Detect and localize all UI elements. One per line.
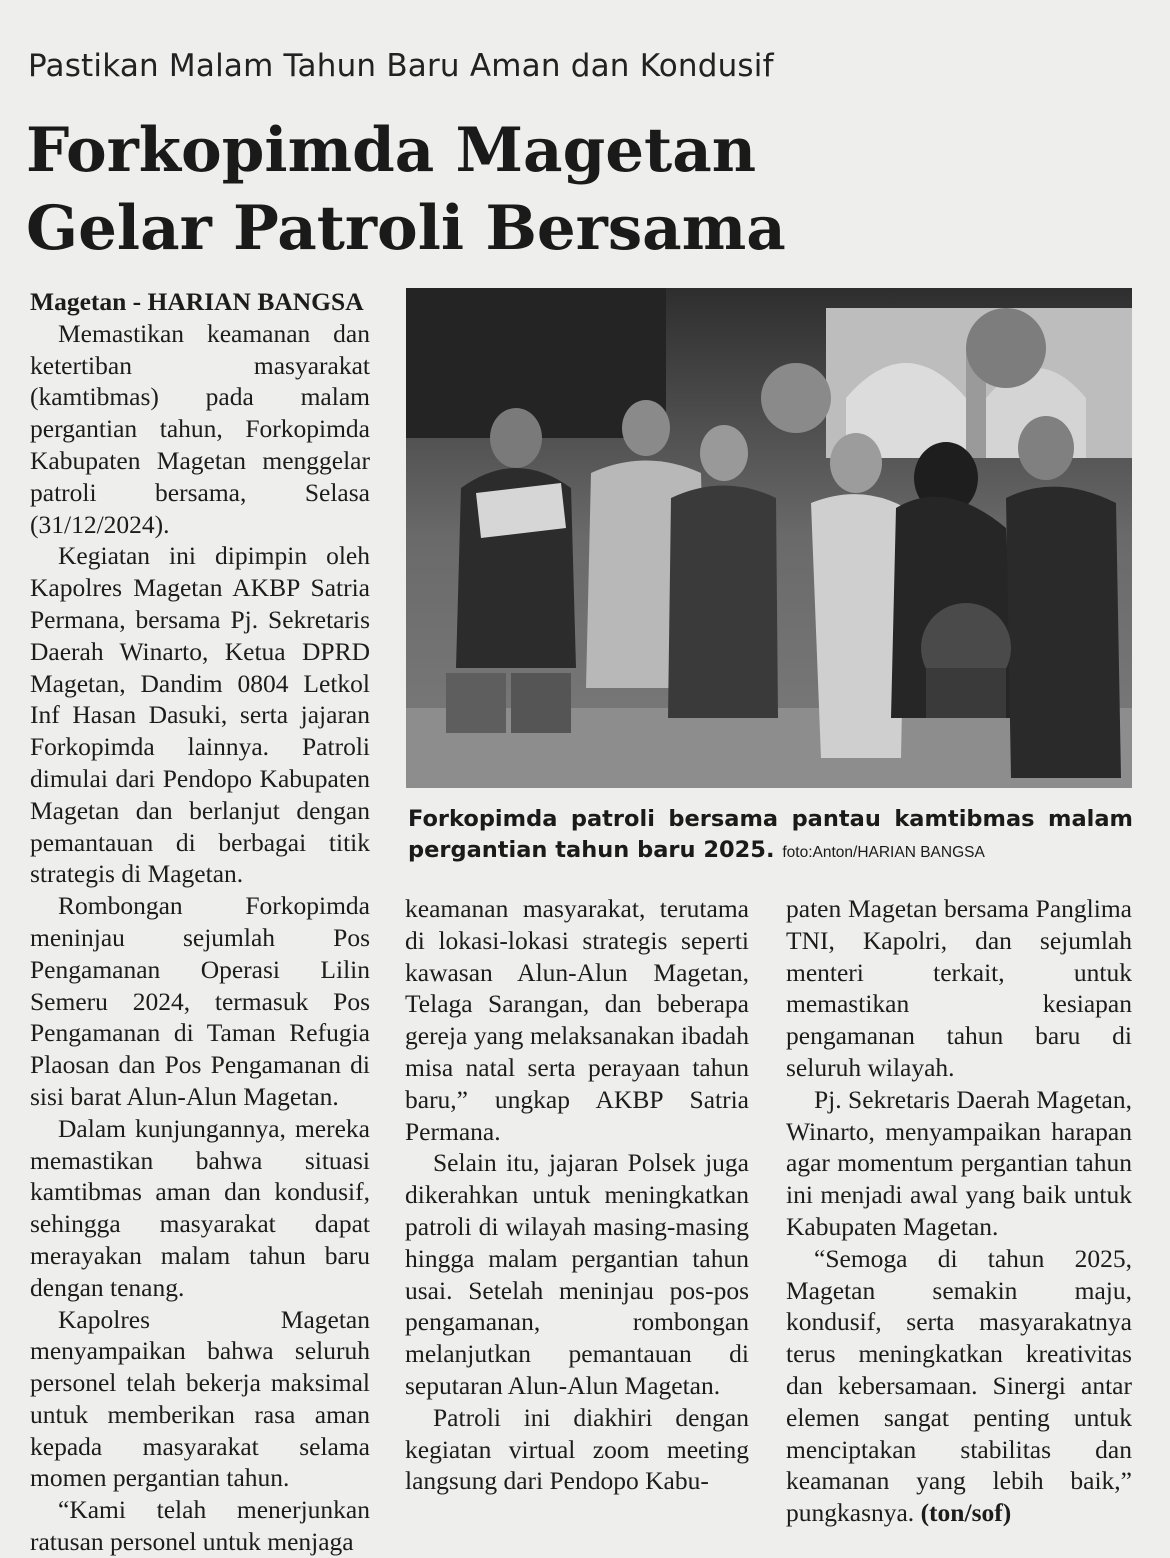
dateline: Magetan - HARIAN BANGSA	[30, 287, 364, 316]
article-headline	[26, 112, 886, 268]
photo-credit: foto:Anton/HARIAN BANGSA	[782, 844, 985, 861]
paragraph	[786, 1243, 1132, 1529]
patrol-group-photo	[406, 288, 1132, 788]
paragraph: “Kami telah menerjunkan ratusan personel untuk menjaga	[30, 1495, 370, 1557]
article-kicker: Pastikan Malam Tahun Baru Aman dan Kondusif	[28, 48, 774, 84]
paragraph: Rombongan Forkopimda meninjau sejumlah Pos Pengamanan Operasi Lilin Semeru 2024, termasuk Pos Pengamanan di Taman Refugia Plaosan dan Pos Pengamanan di sisi barat Alun-Alun Magetan.	[30, 891, 370, 1111]
paragraph: Dalam kunjungannya, mereka memastikan bahwa situasi kamtibmas aman dan kondusif, sehingga masyarakat dapat merayakan malam tahun baru dengan tenang.	[30, 1113, 370, 1302]
headline-line-2: Gelar Patroli Bersama	[26, 193, 786, 264]
paragraph: Selain itu, jajaran Polsek juga dikerahkan untuk meningkatkan patroli di wilayah masing-masing hingga malam pergantian tahun usai. Setelah meninjau pos-pos pengamanan, rombongan melanjutkan pemantauan di seputaran Alun-Alun Magetan.	[405, 1148, 749, 1400]
paragraph: Kegiatan ini dipimpin oleh Kapolres Magetan AKBP Satria Permana, bersama Pj. Sekretaris Daerah Winarto, Ketua DPRD Magetan, Dandim 0804 Letkol Inf Hasan Dasuki, serta jajaran Forkopimda lainnya. Patroli dimulai dari Pendopo Kabupaten Magetan dan berlanjut dengan pemantauan di berbagai titik strategis di Magetan.	[30, 541, 370, 889]
photo-caption	[408, 804, 1133, 868]
paragraph: paten Magetan bersama Panglima TNI, Kapolri, dan sejumlah menteri terkait, untuk memastikan kesiapan pengamanan tahun baru di seluruh wilayah.	[786, 894, 1132, 1082]
article-column-3	[786, 893, 1132, 1529]
quote-text: “Semoga di tahun 2025, Magetan semakin maju, kondusif, serta masyarakatnya terus meningkatkan kreativitas dan kebersamaan. Sinergi antar elemen sangat penting untuk menciptakan stabilitas dan keamanan yang lebih baik,” pungkasnya.	[786, 1243, 1132, 1528]
paragraph: Memastikan keamanan dan ketertiban masyarakat (kamtibmas) pada malam pergantian tahun, Forkopimda Kabupaten Magetan menggelar patroli bersama, Selasa (31/12/2024).	[30, 318, 370, 539]
headline-line-1: Forkopimda Magetan	[26, 115, 757, 186]
paragraph: Pj. Sekretaris Daerah Magetan, Winarto, menyampaikan harapan agar momentum pergantian tahun ini menjadi awal yang baik untuk Kabupaten Magetan.	[786, 1084, 1132, 1241]
article-column-1	[30, 286, 370, 1558]
paragraph: Patroli ini diakhiri dengan kegiatan virtual zoom meeting langsung dari Pendopo Kabu-	[405, 1402, 749, 1496]
author-signoff: (ton/sof)	[920, 1498, 1012, 1528]
paragraph: keamanan masyarakat, terutama di lokasi-lokasi strategis seperti kawasan Alun-Alun Magetan, Telaga Sarangan, dan beberapa gereja yang melaksanakan ibadah misa natal serta perayaan tahun baru,” ungkap AKBP Satria Permana.	[405, 894, 749, 1146]
article-column-2	[405, 893, 749, 1497]
caption-text: Forkopimda patroli bersama pantau kamtibmas malam pergantian tahun baru 2025.	[408, 806, 1133, 863]
news-photo	[406, 288, 1132, 788]
paragraph: Kapolres Magetan menyampaikan bahwa seluruh personel telah bekerja maksimal untuk memberikan rasa aman kepada masyarakat selama momen pergantian tahun.	[30, 1304, 370, 1493]
